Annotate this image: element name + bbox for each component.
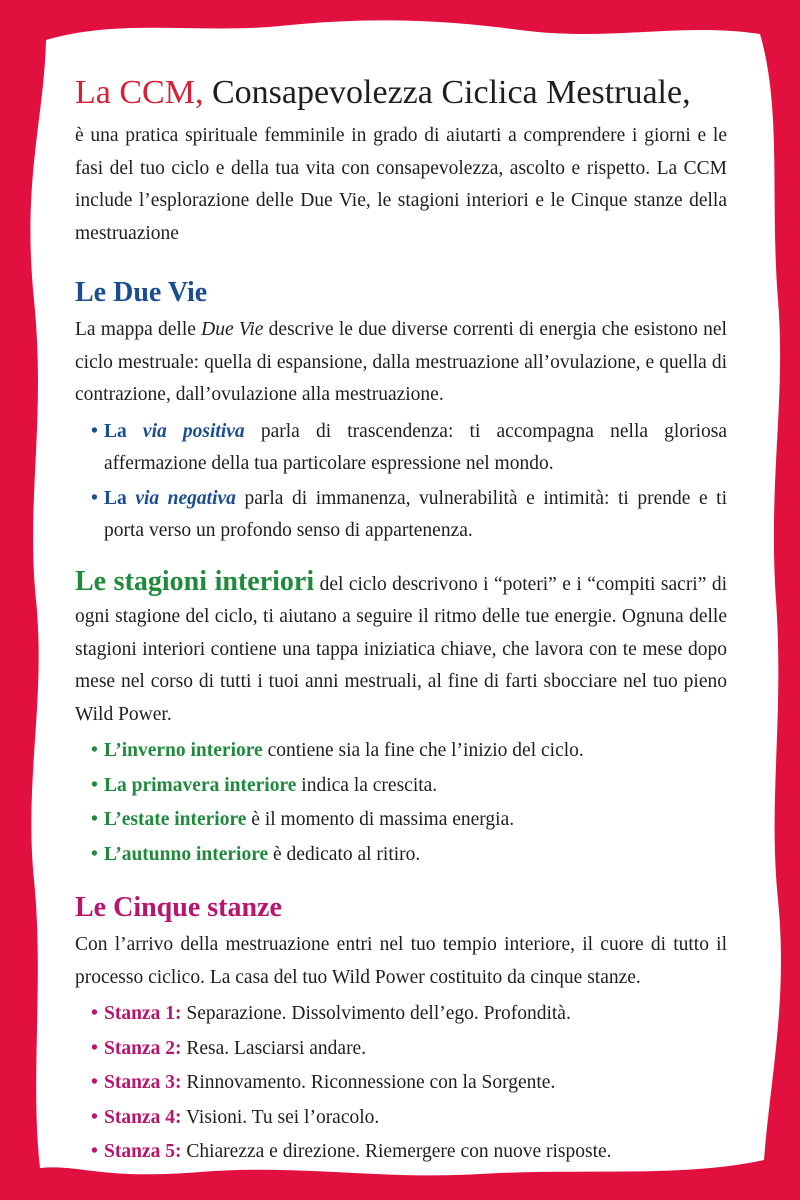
list-item [91, 1102, 727, 1135]
heading-stanze: Le Cinque stanze [75, 892, 282, 923]
item-term: Stanza 2: [104, 1037, 182, 1059]
due-vie-paragraph [75, 314, 727, 412]
list-item [91, 1067, 727, 1100]
document-body [75, 72, 727, 1171]
section-stanze [75, 891, 727, 1169]
due-vie-text-after: descrive le due diverse correnti di energia che esistono nel ciclo mestruale: quella di espansione, dalla mestruazione all’ovulazione, e quella di contrazione, dall’ovulazione alla mestruazione. [75, 319, 727, 405]
item-term: via positiva [142, 420, 245, 442]
intro-paragraph: è una pratica spirituale femminile in grado di aiutarti a comprendere i giorni e le fasi del tuo ciclo e della tua vita con consapevolezza, ascolto e rispetto. La CCM include l’esplorazione delle Due Vie, le stagioni interiori e le Cinque stanze della mestruazione [75, 125, 727, 244]
title-accent: La CCM, [75, 74, 204, 111]
stanze-paragraph: Con l’arrivo della mestruazione entri nel tuo tempio interiore, il cuore di tutto il processo ciclico. La casa del tuo Wild Power costituito da cinque stanze. [75, 934, 727, 988]
item-text: indica la crescita. [296, 774, 438, 796]
bullet: • [91, 1106, 98, 1128]
item-text: Rinnovamento. Riconnessione con la Sorgente. [181, 1072, 556, 1093]
item-term: L’estate interiore [104, 809, 247, 830]
item-text: Resa. Lasciarsi andare. [181, 1037, 367, 1059]
due-vie-text-before: La mappa delle [75, 319, 202, 340]
item-term: Stanza 3: [104, 1072, 182, 1093]
list-item [91, 1136, 727, 1169]
item-text: Chiarezza e direzione. Riemergere con nuove risposte. [181, 1141, 612, 1162]
list-item [91, 416, 727, 481]
item-text: contiene sia la fine che l’inizio del ciclo. [262, 740, 584, 761]
due-vie-list [75, 416, 727, 548]
item-term: Stanza 1: [104, 1003, 182, 1024]
bullet: • [91, 740, 98, 761]
item-term: Stanza 4: [104, 1106, 182, 1128]
item-lead: La [104, 487, 136, 509]
bullet: • [91, 1003, 98, 1024]
stagioni-list [75, 735, 727, 871]
list-item [91, 735, 727, 768]
title-rest: Consapevolezza Ciclica Mestruale, [203, 74, 691, 111]
item-text: è il momento di massima energia. [246, 809, 515, 830]
list-item [91, 770, 727, 803]
stagioni-paragraph [75, 566, 727, 732]
section-stagioni [75, 566, 727, 872]
item-text: Visioni. Tu sei l’oracolo. [181, 1106, 380, 1128]
stanze-list [75, 998, 727, 1169]
list-item [91, 804, 727, 837]
bullet: • [91, 1141, 98, 1162]
item-term: via negativa [135, 487, 236, 509]
list-item [91, 483, 727, 548]
item-text: parla di immanenza, vulnerabilità e intimità: ti prende e ti porta verso un profondo senso di appartenenza. [104, 487, 727, 541]
bullet: • [91, 809, 98, 830]
item-text: parla di trascendenza: ti accompagna nella gloriosa affermazione della tua particolare espressione nel mondo. [104, 420, 727, 474]
bullet: • [91, 1072, 98, 1093]
item-term: Stanza 5: [104, 1141, 182, 1162]
section-due-vie [75, 276, 727, 548]
bullet: • [91, 843, 98, 865]
item-term: L’autunno interiore [104, 843, 269, 865]
due-vie-text-em: Due Vie [201, 319, 264, 340]
bullet: • [91, 1037, 98, 1059]
bullet: • [91, 487, 98, 509]
list-item [91, 839, 727, 872]
heading-stagioni: Le stagioni interiori [75, 565, 315, 597]
item-text: è dedicato al ritiro. [268, 843, 421, 865]
item-term: L’inverno interiore [104, 740, 263, 761]
bullet: • [91, 420, 98, 442]
heading-due-vie: Le Due Vie [75, 277, 208, 308]
item-lead: La [104, 420, 143, 442]
list-item [91, 998, 727, 1031]
item-text: Separazione. Dissolvimento dell’ego. Profondità. [181, 1003, 571, 1024]
stagioni-text: del ciclo descrivono i “poteri” e i “compiti sacri” di ogni stagione del ciclo, ti aiutano a seguire il ritmo delle tue energie. Ognuna delle stagioni interiori contiene una tappa iniziatica chiave, che lavora con te mese dopo mese nel corso di tutti i tuoi anni mestruali, al fine di farti sbocciare nel tuo pieno Wild Power. [75, 573, 727, 725]
list-item [91, 1033, 727, 1066]
item-term: La primavera interiore [104, 774, 297, 796]
bullet: • [91, 774, 98, 796]
page-title [75, 72, 727, 114]
